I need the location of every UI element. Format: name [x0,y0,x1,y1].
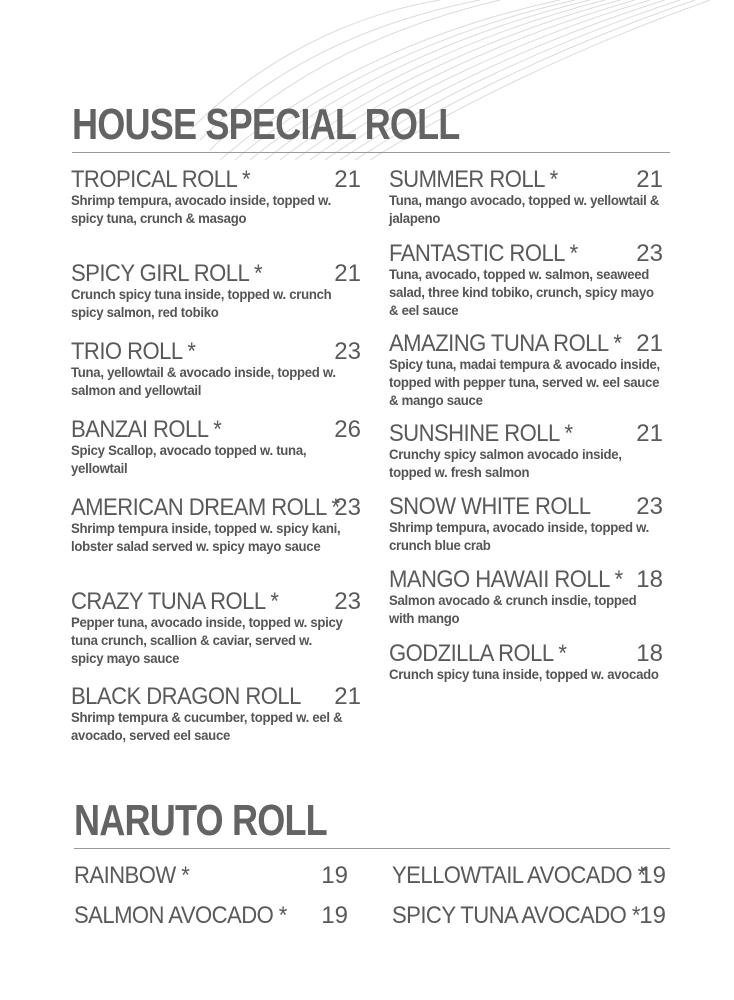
item-price: 26 [334,416,361,443]
section-title-naruto: NARUTO ROLL [74,796,327,845]
item-description: Shrimp tempura, avocado inside, topped w. spicy tuna, crunch & masago [71,192,331,226]
item-name: BANZAI ROLL * [71,416,222,443]
menu-item [389,566,663,640]
section-title-house-special: HOUSE SPECIAL ROLL [72,100,460,149]
item-description: Spicy Scallop, avocado topped w. tuna, yellowtail [71,442,307,476]
item-price: 21 [636,166,663,193]
item-name: SUMMER ROLL * [389,166,558,193]
naruto-item [74,902,348,932]
item-description: Shrimp tempura, avocado inside, topped w. crunch blue crab [389,519,649,553]
menu-item [71,166,361,260]
item-description: Tuna, avocado, topped w. salmon, seaweed salad, three kind tobiko, crunch, spicy mayo & eel sauce [389,266,654,318]
item-price: 21 [334,166,361,193]
item-description: Salmon avocado & crunch insdie, topped with mango [389,592,637,626]
item-description: Shrimp tempura inside, topped w. spicy kani, lobster salad served w. spicy mayo sauce [71,520,341,554]
item-price: 18 [636,640,663,667]
item-name: TRIO ROLL * [71,338,196,365]
menu-item [389,330,663,420]
item-name: SNOW WHITE ROLL [389,493,591,520]
menu-column-right [389,166,663,702]
item-name: RAINBOW * [74,862,190,889]
menu-item [389,240,663,330]
item-description: Tuna, yellowtail & avocado inside, topped w. salmon and yellowtail [71,364,336,398]
item-price: 18 [636,566,663,593]
item-name: AMERICAN DREAM ROLL * [71,494,340,521]
item-description: Crunch spicy tuna inside, topped w. crunch spicy salmon, red tobiko [71,286,332,320]
naruto-item [392,902,666,932]
item-price: 21 [636,330,663,357]
menu-item [389,640,663,702]
item-price: 19 [639,862,666,889]
item-description: Crunchy spicy salmon avocado inside, topped w. fresh salmon [389,446,622,480]
item-description: Crunch spicy tuna inside, topped w. avocado [389,666,659,682]
menu-item [389,420,663,493]
item-name: AMAZING TUNA ROLL * [389,330,622,357]
item-description: Pepper tuna, avocado inside, topped w. spicy tuna crunch, scallion & caviar, served w. spicy mayo sauce [71,614,343,666]
menu-column-left [71,166,361,745]
item-name: GODZILLA ROLL * [389,640,567,667]
item-name: SPICY TUNA AVOCADO * [392,902,640,929]
item-name: SPICY GIRL ROLL * [71,260,263,287]
menu-item [71,260,361,338]
item-price: 23 [334,338,361,365]
naruto-item [392,862,666,892]
menu-item [71,338,361,416]
menu-item [71,494,361,588]
item-name: MANGO HAWAII ROLL * [389,566,623,593]
item-price: 19 [639,902,666,929]
item-name: SUNSHINE ROLL * [389,420,573,447]
menu-item [71,683,361,745]
item-description: Spicy tuna, madai tempura & avocado inside, topped with pepper tuna, served w. eel sauce & mango sauce [389,356,660,408]
item-name: CRAZY TUNA ROLL * [71,588,279,615]
item-name: YELLOWTAIL AVOCADO * [392,862,646,889]
item-price: 21 [334,260,361,287]
item-description: Shrimp tempura & cucumber, topped w. eel & avocado, served eel sauce [71,709,343,743]
item-name: FANTASTIC ROLL * [389,240,578,267]
menu-item [71,416,361,494]
menu-item [389,493,663,566]
menu-item [71,588,361,683]
item-price: 23 [334,588,361,615]
item-description: Tuna, mango avocado, topped w. yellowtail & jalapeno [389,192,660,226]
naruto-item [74,862,348,892]
item-price: 23 [636,240,663,267]
item-price: 23 [636,493,663,520]
section-divider [74,848,670,849]
item-price: 23 [334,494,361,521]
section-divider [72,152,670,153]
item-name: TROPICAL ROLL * [71,166,251,193]
item-price: 19 [321,862,348,889]
item-price: 21 [334,683,361,710]
item-price: 21 [636,420,663,447]
item-name: SALMON AVOCADO * [74,902,287,929]
item-price: 19 [321,902,348,929]
menu-item [389,166,663,240]
item-name: BLACK DRAGON ROLL [71,683,301,710]
